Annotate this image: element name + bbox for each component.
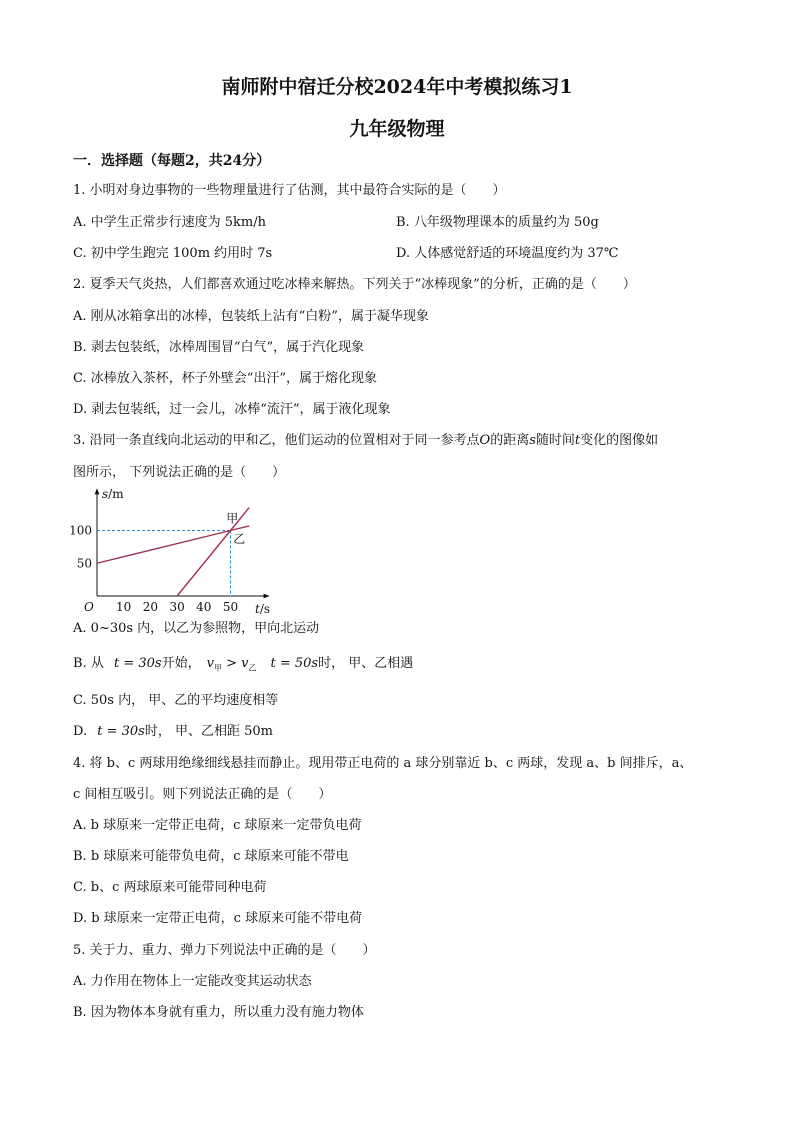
q3-stem-text: 3. 沿同一条直线向北运动的甲和乙，他们运动的位置相对于同一参考点: [73, 433, 480, 448]
q1-stem: 1. 小明对身边事物的一些物理量进行了估测，其中最符合实际的是（ ）: [73, 183, 506, 198]
q3-stem-line1: [73, 433, 658, 449]
q3-b-prefix: B. 从: [73, 656, 104, 671]
q3-stem-text: 的距离: [490, 433, 530, 448]
q4-option-b: B. b 球原来可能带负电荷，c 球原来可能不带电: [73, 849, 349, 864]
y-tick-label: 100: [69, 523, 92, 538]
q2-stem: 2. 夏季天气炎热，人们都喜欢通过吃冰棒来解热。下列关于“冰棒现象”的分析，正确的是（ ）: [73, 277, 636, 292]
y-axis-label: s/m: [102, 487, 124, 501]
q4-option-c: C. b、c 两球原来可能带同种电荷: [73, 880, 267, 895]
q3-stem-text: 变化的图像如: [580, 433, 659, 448]
exam-title: 南师附中宿迁分校2024年中考模拟练习1: [221, 76, 573, 98]
section-heading: 一．选择题（每题2，共24分）: [73, 153, 271, 169]
q2-option-c: C. 冰棒放入茶杯，杯子外壁会“出汗”，属于熔化现象: [73, 371, 378, 386]
q3-b-time1: t = 30s: [113, 656, 162, 671]
y-tick-label: 50: [76, 556, 92, 571]
q5-stem: 5. 关于力、重力、弹力下列说法中正确的是（ ）: [73, 943, 376, 958]
series-label-jia: 甲: [226, 511, 239, 526]
q3-b-v1: v: [206, 656, 214, 671]
x-tick-label: 30: [169, 600, 185, 614]
q3-b-gt: >: [221, 656, 242, 671]
x-tick-label: 50: [222, 600, 239, 614]
q3-d-prefix: D.: [73, 724, 88, 739]
q3-stem-line2: 图所示， 下列说法正确的是（ ）: [73, 465, 286, 480]
q3-d-time: t = 30s: [97, 724, 145, 739]
q3-b-v2: v: [241, 656, 249, 671]
position-time-graph: [64, 483, 294, 618]
q1-option-a: A. 中学生正常步行速度为 5km/h: [73, 215, 267, 230]
q5-option-a: A. 力作用在物体上一定能改变其运动状态: [73, 974, 312, 989]
q3-option-b: [73, 656, 413, 677]
series-line-jia: [177, 508, 249, 596]
q4-option-a: A. b 球原来一定带正电荷，c 球原来一定带负电荷: [73, 818, 362, 833]
q3-stem-text: 随时间: [535, 433, 575, 448]
series-label-yi: 乙: [233, 531, 246, 546]
q1-option-b: B. 八年级物理课本的质量约为 50g: [396, 215, 599, 230]
x-tick-label: 10: [116, 600, 132, 614]
q4-stem-line2: c 间相互吸引。则下列说法正确的是（ ）: [73, 787, 332, 802]
q3-b-suffix: 时， 甲、乙相遇: [318, 656, 414, 671]
x-tick-label: 40: [196, 600, 212, 614]
q2-option-d: D. 剥去包装纸，过一会儿，冰棒“流汗”，属于液化现象: [73, 402, 391, 417]
series-line-yi: [97, 526, 249, 563]
q3-b-sub1: 甲: [213, 663, 222, 673]
x-axis-label: t/s: [255, 602, 271, 616]
q3-point-o: O: [479, 433, 491, 448]
q2-option-a: A. 刚从冰箱拿出的冰棒，包装纸上沾有“白粉”，属于凝华现象: [73, 309, 429, 324]
q3-var-s: s: [529, 433, 536, 448]
x-tick-label: 20: [142, 600, 159, 614]
q4-option-d: D. b 球原来一定带正电荷，c 球原来可能不带电荷: [73, 911, 363, 926]
q2-option-b: B. 剥去包装纸，冰棒周围冒“白气”，属于汽化现象: [73, 340, 365, 355]
q3-b-time2: t = 50s: [270, 656, 319, 671]
q3-option-c: C. 50s 内， 甲、乙的平均速度相等: [73, 693, 279, 708]
q3-b-sub2: 乙: [248, 663, 257, 673]
exam-subtitle: 九年级物理: [349, 118, 445, 140]
origin-label: O: [84, 600, 94, 614]
q3-var-t: t: [574, 433, 581, 448]
q3-option-a: A. 0~30s 内，以乙为参照物，甲向北运动: [73, 621, 320, 636]
q3-b-mid: 开始，: [161, 656, 201, 671]
q1-option-c: C. 初中学生跑完 100m 约用时 7s: [73, 246, 273, 261]
q3-option-d: [73, 724, 273, 740]
q5-option-b: B. 因为物体本身就有重力，所以重力没有施力物体: [73, 1005, 364, 1020]
q3-d-suffix: 时， 甲、乙相距 50m: [144, 724, 273, 739]
q1-option-d: D. 人体感觉舒适的环境温度约为 37℃: [396, 246, 619, 261]
q4-stem-line1: 4. 将 b、c 两球用绝缘细线悬挂而静止。现用带正电荷的 a 球分别靠近 b、c 两球，发现 a、b 间排斥，a、: [73, 756, 693, 771]
